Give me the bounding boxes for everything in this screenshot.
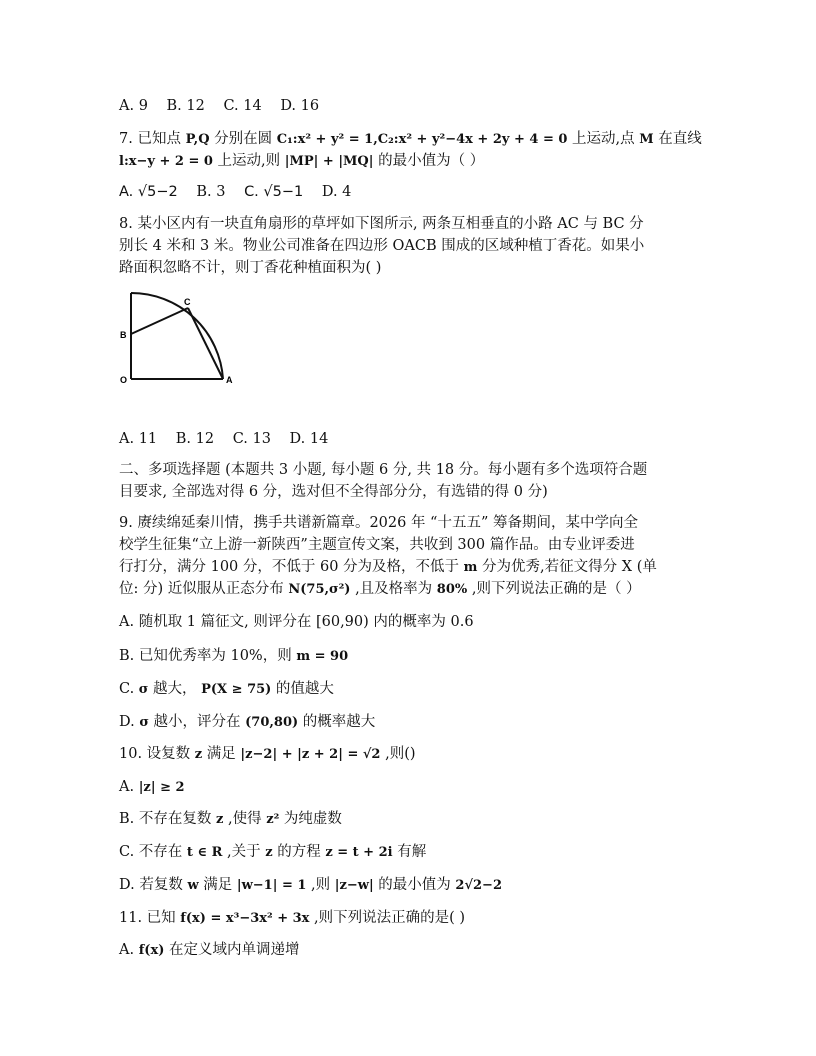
q8-stem-line3: 路面积忽略不计，则丁香花种植面积为( ) (119, 260, 382, 276)
q8-option-a: A. 11 (119, 431, 158, 447)
path-bc (131, 308, 188, 334)
q7-circles: C₁:x² + y² = 1,C₂:x² + y²−4x + 2y + 4 = 0 (276, 132, 568, 147)
q7-option-a: A. √5−2 (119, 184, 178, 200)
section2-heading-line2: 目要求, 全部选对得 6 分，选对但不全得部分分，有选错的得 0 分) (119, 484, 548, 500)
q6-option-a: A. 9 (119, 98, 148, 114)
q10-option-b: B. 不存在复数 z ,使得 z² 为纯虚数 (119, 811, 342, 827)
q6-option-c: C. 14 (223, 98, 262, 114)
q8-option-d: D. 14 (289, 431, 329, 447)
label-a: A (226, 375, 233, 385)
q10-option-c: C. 不存在 t ∈ R ,关于 z 的方程 z = t + 2i 有解 (119, 844, 427, 860)
sector-arc (131, 293, 223, 379)
q7-option-d: D. 4 (321, 184, 352, 200)
label-c: C (184, 297, 191, 307)
q9-stem-line4: 位: 分) 近似服从正态分布 N(75,σ²) ,且及格率为 80% ,则下列说法正确的是（ ） (119, 581, 641, 597)
q8-option-c: C. 13 (232, 431, 271, 447)
q7-options (119, 182, 365, 202)
q10-option-a: A. |z| ≥ 2 (119, 779, 185, 795)
q6-option-d: D. 16 (280, 98, 320, 114)
q10-stem: 10. 设复数 z 满足 |z−2| + |z + 2| = √2 ,则() (119, 746, 416, 762)
label-b: B (120, 330, 127, 340)
label-o: O (120, 375, 128, 385)
q7-stem-line2: l:x−y + 2 = 0 上运动,则 |MP| + |MQ| 的最小值为（ ） (119, 153, 485, 169)
q9-stem-line3: 行打分，满分 100 分，不低于 60 分为及格，不低于 m 分为优秀,若征文得分 X (单 (119, 559, 657, 575)
q7-option-c: C. √5−1 (244, 184, 304, 200)
section2-heading-line1: 二、多项选择题 (本题共 3 小题, 每小题 6 分, 共 18 分。每小题有多个选项符合题 (119, 462, 648, 478)
q9-option-a: A. 随机取 1 篇征文, 则评分在 [60,90) 内的概率为 0.6 (119, 614, 474, 630)
q6-options (119, 96, 333, 116)
q6-option-b: B. 12 (166, 98, 205, 114)
sector-figure (118, 285, 243, 390)
q9-stem-line2: 校学生征集“立上游一新陕西”主题宣传文案，共收到 300 篇作品。由专业评委进 (119, 537, 635, 553)
q9-stem-line1: 9. 赓续绵延秦川情，携手共谱新篇章。2026 年 “十五五” 筹备期间，某中学向全 (119, 515, 638, 531)
q7-expr: |MP| + |MQ| (284, 154, 374, 169)
q11-option-a: A. f(x) 在定义域内单调递增 (119, 942, 300, 958)
q7-option-b: B. 3 (196, 184, 226, 200)
q8-stem-line1: 8. 某小区内有一块直角扇形的草坪如下图所示, 两条互相垂直的小路 AC 与 BC 分 (119, 216, 644, 232)
q8-stem-line2: 别长 4 米和 3 米。物业公司准备在四边形 OACB 围成的区域种植丁香花。如果小 (119, 238, 645, 254)
q9-option-b: B. 已知优秀率为 10%，则 m = 90 (119, 648, 349, 664)
q7-stem-line1: 7. 已知点 P,Q 分别在圆 C₁:x² + y² = 1,C₂:x² + y²−4x + 2y + 4 = 0 上运动,点 M 在直线 (119, 131, 702, 147)
q7-line-eq: l:x−y + 2 = 0 (119, 154, 213, 169)
q9-option-d: D. σ 越小，评分在 (70,80) 的概率越大 (119, 714, 376, 730)
q9-option-c: C. σ 越大， P(X ≥ 75) 的值越大 (119, 681, 334, 697)
path-ac (188, 308, 223, 379)
q11-stem: 11. 已知 f(x) = x³−3x² + 3x ,则下列说法正确的是( ) (119, 910, 466, 926)
q10-option-d: D. 若复数 w 满足 |w−1| = 1 ,则 |z−w| 的最小值为 2√2−2 (119, 877, 502, 893)
q8-options (119, 429, 342, 449)
q7-points: P,Q (185, 132, 210, 147)
q8-option-b: B. 12 (175, 431, 215, 447)
